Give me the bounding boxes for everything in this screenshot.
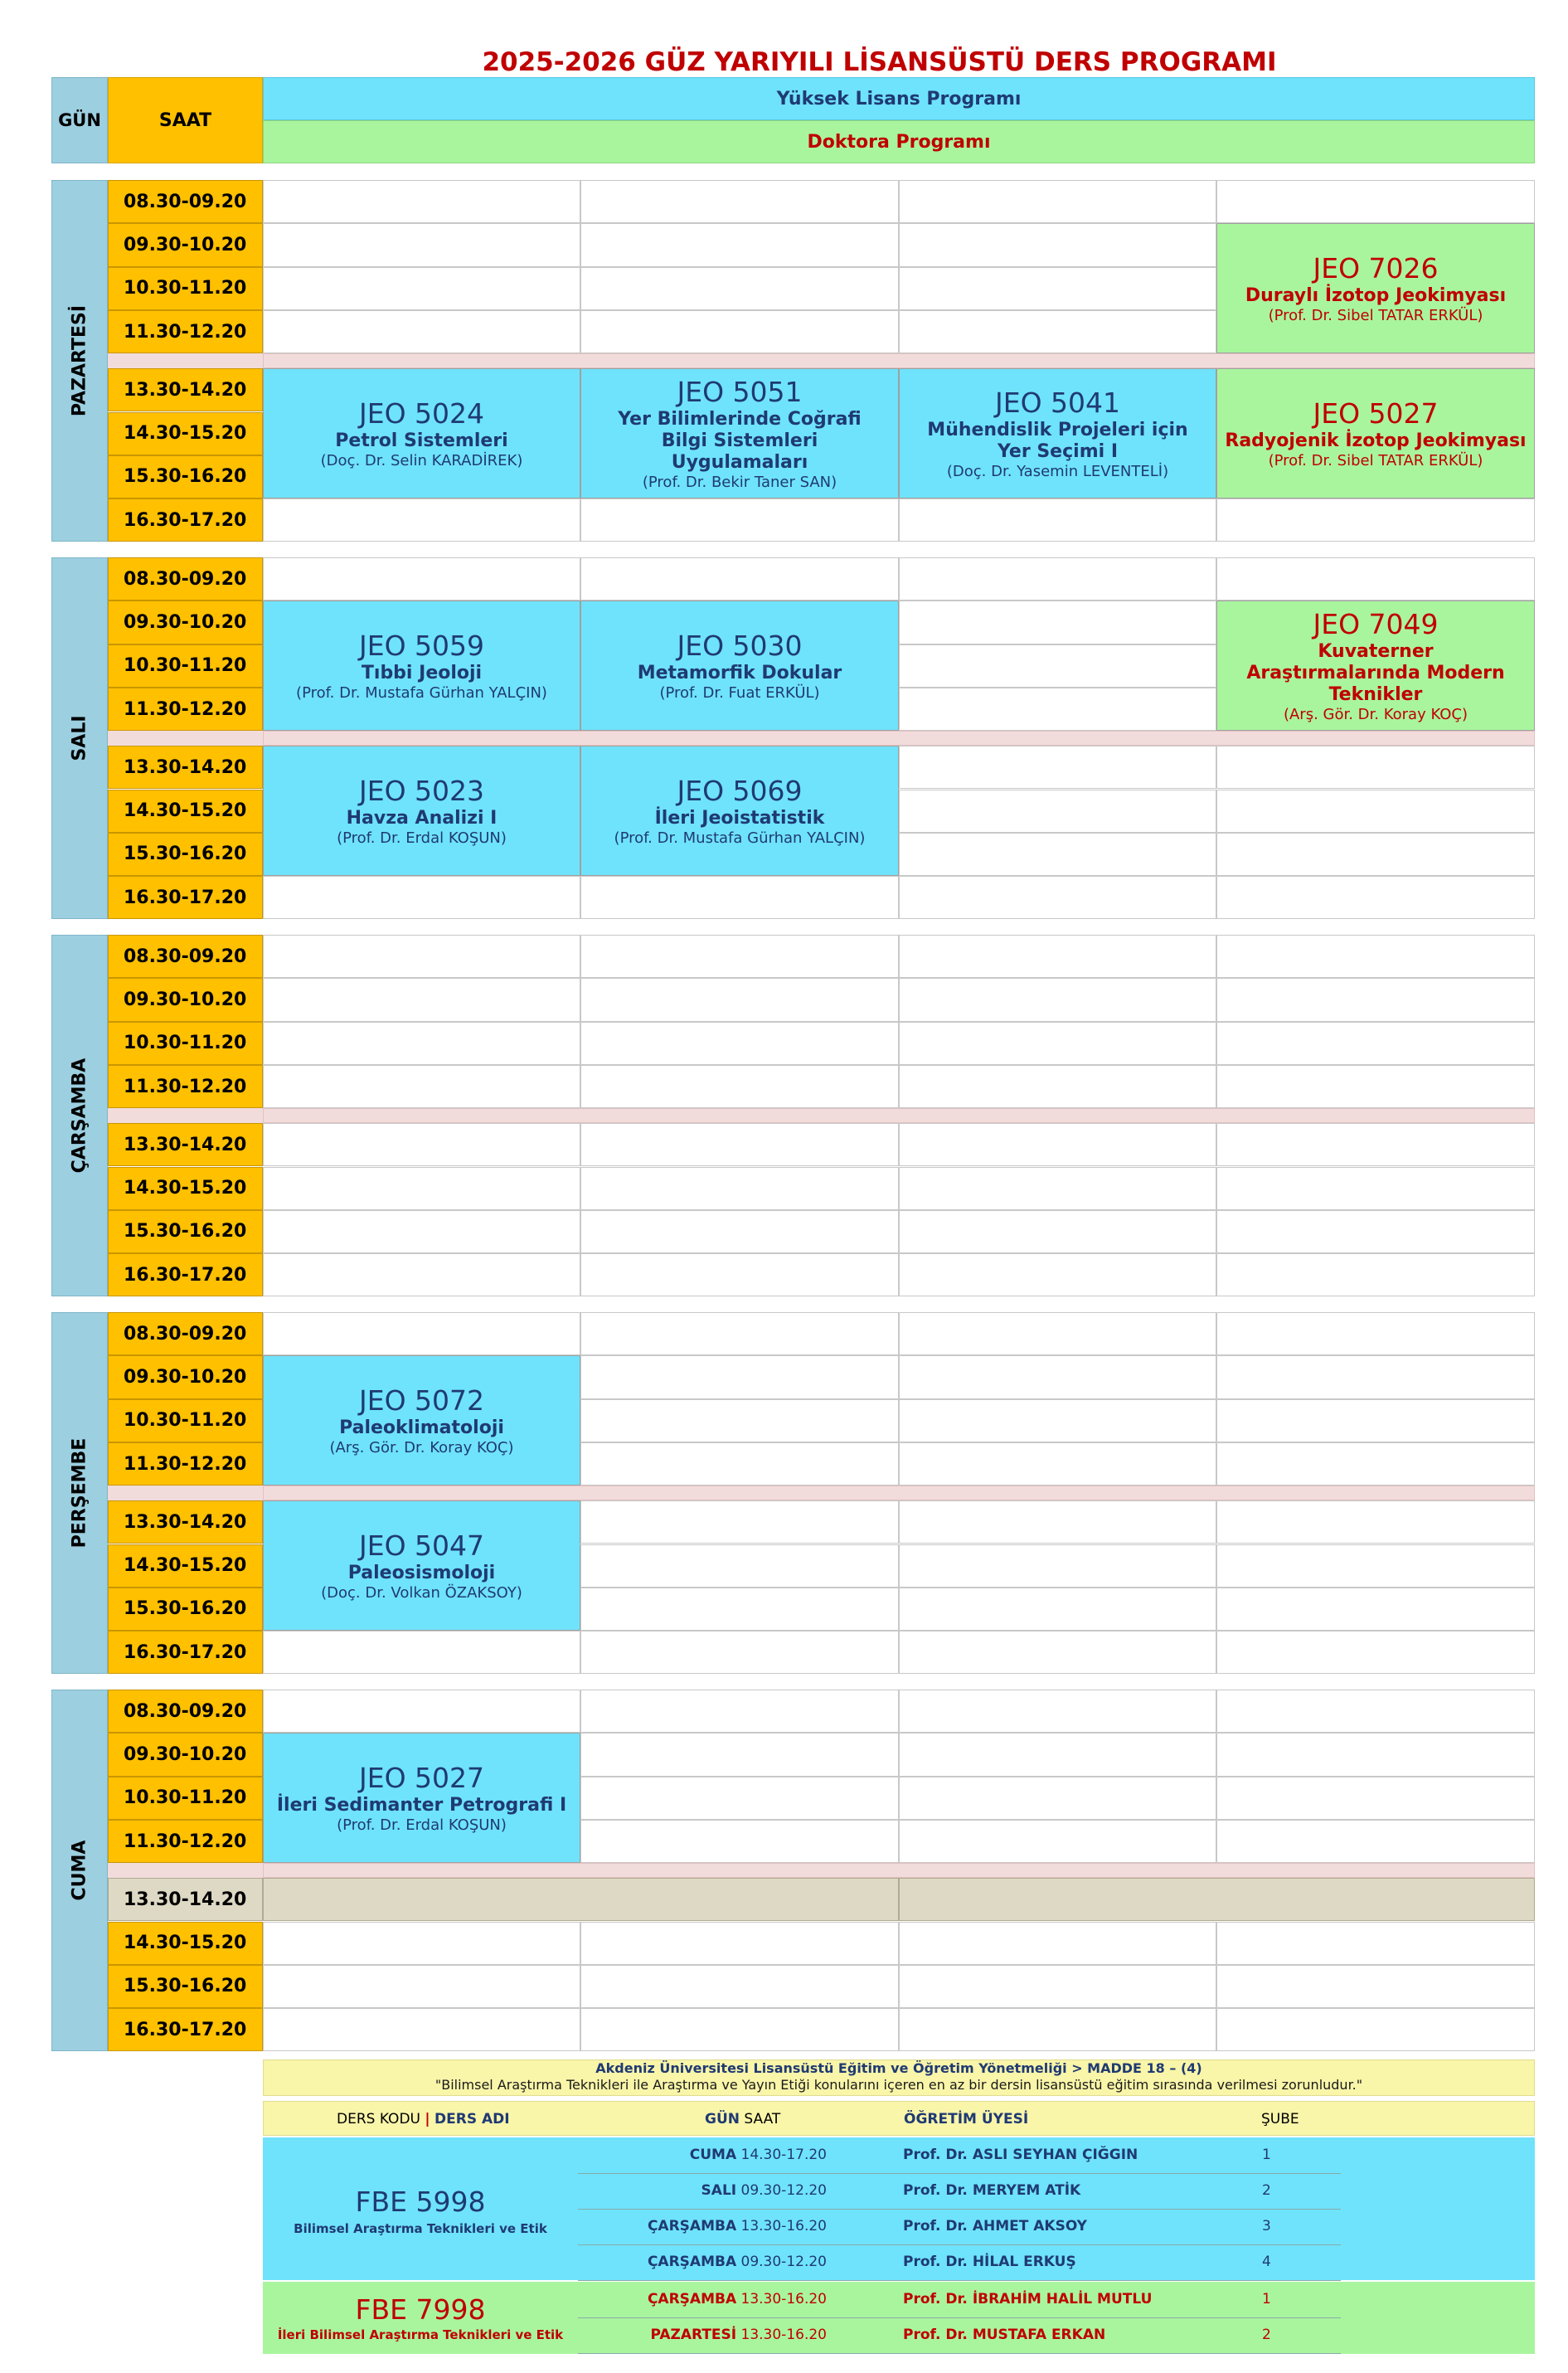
empty-cell [899,557,1216,601]
empty-cell [1216,978,1535,1021]
course-instructor: (Prof. Dr. Bekir Taner SAN) [642,473,837,491]
time-slot: 16.30-17.20 [108,1631,263,1674]
empty-cell [263,310,580,353]
course-instructor: (Prof. Dr. Mustafa Gürhan YALÇIN) [614,829,866,847]
fbe-sube: 3 [1262,2218,1271,2234]
time-slot: 13.30-14.20 [108,746,263,789]
fbe-sube: 1 [1262,2291,1271,2307]
lunch-break [108,1863,263,1878]
course-code: JEO 5024 [358,396,485,430]
fbe-instructor: Prof. Dr. ASLI SEYHAN ÇIĞGIN [903,2147,1138,2163]
empty-cell [899,1500,1216,1544]
empty-cell [580,1442,899,1486]
course-block [263,601,580,731]
empty-cell [899,746,1216,789]
empty-cell [1216,1820,1535,1863]
fbe7998-name: İleri Bilimsel Araştırma Teknikleri ve Etik [277,2327,564,2342]
course-code: JEO 5027 [1313,396,1439,430]
course-code: JEO 5047 [358,1529,485,1562]
note-line2: "Bilimsel Araştırma Teknikleri ile Araştırma ve Yayın Etiği konularını içeren en az bir dersin lisansüstü eğitim sırasında verilmesi zorunludur." [434,2077,1363,2093]
empty-cell [1216,1253,1535,1296]
course-block [580,368,899,498]
th-ders-kodu: DERS KODU | DERS ADI [337,2111,510,2127]
empty-cell [580,1690,899,1733]
empty-cell [580,1820,899,1863]
empty-cell [263,1022,580,1065]
empty-cell [580,1544,899,1588]
page-title: 2025-2026 GÜZ YARIYILI LİSANSÜSTÜ DERS PROGRAMI [482,47,1277,77]
empty-cell [899,1022,1216,1065]
time-slot: 10.30-11.20 [108,1399,263,1442]
empty-cell [580,267,899,310]
time-slot: 15.30-16.20 [108,833,263,876]
empty-cell [580,1588,899,1631]
empty-cell [580,1355,899,1398]
time-slot: 09.30-10.20 [108,978,263,1021]
fbe-row [578,2244,1341,2281]
time-slot: 14.30-15.20 [108,790,263,833]
time-slot: 09.30-10.20 [108,1733,263,1776]
course-block [263,368,580,498]
course-instructor: (Arş. Gör. Dr. Koray KOÇ) [329,1438,514,1456]
time-slot: 14.30-15.20 [108,1544,263,1588]
th-gun-saat: GÜN SAAT [705,2111,781,2127]
empty-cell [899,1733,1216,1776]
empty-cell [899,498,1216,542]
time-slot: 14.30-15.20 [108,1922,263,1965]
header-gun: GÜN [51,77,108,163]
course-instructor: (Prof. Dr. Mustafa Gürhan YALÇIN) [296,683,547,702]
empty-cell [263,557,580,601]
empty-cell [263,1253,580,1296]
empty-cell [263,876,580,919]
fbe-time: 13.30-16.20 [740,2218,827,2234]
day-label [51,935,108,1296]
empty-cell [580,180,899,223]
time-slot: 10.30-11.20 [108,1777,263,1820]
fbe-day: PAZARTESİ [650,2327,737,2343]
fbe-sube: 1 [1262,2147,1271,2163]
fbe-row [578,2282,1341,2318]
empty-cell [1216,833,1535,876]
fbe-row [578,2173,1341,2210]
empty-cell [580,1631,899,1674]
empty-cell [899,1965,1216,2008]
empty-cell [899,310,1216,353]
empty-cell [1216,1631,1535,1674]
course-name: Metamorfik Dokular [637,662,842,683]
empty-cell [580,1123,899,1166]
time-slot: 13.30-14.20 [108,1500,263,1544]
empty-cell [899,2008,1216,2051]
day-label [51,180,108,542]
empty-cell [263,1123,580,1166]
fbe-table-header [263,2101,1535,2136]
empty-cell [1216,1022,1535,1065]
empty-cell [1216,1065,1535,1108]
empty-cell [263,935,580,978]
time-slot: 10.30-11.20 [108,267,263,310]
day-label [51,1312,108,1674]
empty-cell [1216,498,1535,542]
empty-cell [899,1210,1216,1253]
course-block [1216,223,1535,353]
time-slot: 14.30-15.20 [108,412,263,455]
empty-cell [899,1588,1216,1631]
time-slot: 10.30-11.20 [108,644,263,688]
course-name: Havza Analizi I [346,807,498,829]
course-instructor: (Doç. Dr. Selin KARADİREK) [320,451,523,469]
day-name: SALI [69,715,90,761]
time-slot: 11.30-12.20 [108,688,263,731]
lunch-break [108,731,263,746]
empty-cell [1216,1210,1535,1253]
empty-cell [899,1442,1216,1486]
course-instructor: (Prof. Dr. Erdal KOŞUN) [337,1816,507,1834]
empty-cell [1216,746,1535,789]
empty-cell [263,1167,580,1210]
fbe5998-section [263,2137,1535,2280]
empty-cell [263,1312,580,1355]
empty-cell [580,1312,899,1355]
empty-cell [1216,1965,1535,2008]
course-name: Radyojenik İzotop Jeokimyası [1225,430,1527,451]
course-block [580,601,899,731]
fbe-time: 09.30-12.20 [740,2182,827,2199]
time-slot: 14.30-15.20 [108,1167,263,1210]
header-yuksek-lisans: Yüksek Lisans Programı [263,77,1535,120]
time-slot: 09.30-10.20 [108,223,263,266]
course-name: Paleoklimatoloji [339,1417,504,1438]
empty-cell [899,876,1216,919]
time-slot: 15.30-16.20 [108,1210,263,1253]
empty-cell [580,223,899,266]
lunch-break [263,1108,1535,1123]
empty-cell [263,180,580,223]
course-instructor: (Prof. Dr. Sibel TATAR ERKÜL) [1268,306,1483,324]
time-slot: 15.30-16.20 [108,1965,263,2008]
lunch-break [263,1486,1535,1500]
empty-cell [899,790,1216,833]
fbe-day: SALI [701,2182,737,2199]
day-label [51,1690,108,2051]
empty-cell [1216,1733,1535,1776]
empty-cell [899,1399,1216,1442]
course-code: JEO 7049 [1313,607,1439,640]
course-code: JEO 5059 [358,629,485,662]
fbe7998-code: FBE 7998 [355,2293,486,2326]
day-label [51,557,108,919]
time-slot: 11.30-12.20 [108,1820,263,1863]
empty-cell [580,935,899,978]
day-name: ÇARŞAMBA [69,1058,90,1174]
time-slot: 13.30-14.20 [108,1878,263,1921]
course-name: Kuvaterner Araştırmalarında Modern Teknikler [1246,640,1505,705]
course-instructor: (Prof. Dr. Erdal KOŞUN) [337,829,507,847]
fbe-sube: 2 [1262,2327,1271,2343]
empty-cell [1216,1399,1535,1442]
empty-cell [899,1922,1216,1965]
empty-cell [580,1065,899,1108]
fbe-day: ÇARŞAMBA [647,2291,737,2307]
empty-cell [580,876,899,919]
course-block [1216,601,1535,731]
fbe-day: CUMA [689,2147,737,2163]
empty-cell [1216,1500,1535,1544]
fbe-sube: 4 [1262,2254,1271,2270]
empty-cell [263,498,580,542]
empty-cell [899,833,1216,876]
fbe-time: 13.30-16.20 [740,2327,827,2343]
fbe-time: 13.30-16.20 [740,2291,827,2307]
course-block [1216,368,1535,498]
course-code: JEO 5051 [677,375,803,408]
lunch-break [263,353,1535,368]
time-slot: 16.30-17.20 [108,876,263,919]
empty-cell [1216,1167,1535,1210]
course-instructor: (Prof. Dr. Sibel TATAR ERKÜL) [1268,451,1483,469]
empty-cell [899,1544,1216,1588]
empty-cell [263,1922,580,1965]
course-code: JEO 7026 [1313,251,1439,284]
time-slot: 08.30-09.20 [108,557,263,601]
blocked-slot [899,1878,1535,1921]
course-name: Yer Bilimlerinde Coğrafi Bilgi Sistemleri Uygulamaları [618,408,862,473]
empty-cell [899,1777,1216,1820]
time-slot: 16.30-17.20 [108,1253,263,1296]
empty-cell [1216,1777,1535,1820]
course-code: JEO 5041 [994,386,1121,419]
empty-cell [263,267,580,310]
empty-cell [580,498,899,542]
course-block [263,1733,580,1863]
empty-cell [263,223,580,266]
fbe5998-code: FBE 5998 [355,2186,486,2218]
empty-cell [899,1820,1216,1863]
empty-cell [899,688,1216,731]
fbe-instructor: Prof. Dr. HİLAL ERKUŞ [903,2254,1076,2270]
empty-cell [899,601,1216,644]
course-block [263,1355,580,1486]
time-slot: 11.30-12.20 [108,1065,263,1108]
fbe-row [578,2317,1341,2354]
empty-cell [580,1777,899,1820]
empty-cell [899,1312,1216,1355]
blocked-slot [263,1878,899,1921]
empty-cell [899,1631,1216,1674]
time-slot: 10.30-11.20 [108,1022,263,1065]
empty-cell [899,1123,1216,1166]
fbe-instructor: Prof. Dr. AHMET AKSOY [903,2218,1087,2234]
empty-cell [580,978,899,1021]
empty-cell [899,267,1216,310]
fbe-time: 09.30-12.20 [740,2254,827,2270]
empty-cell [1216,557,1535,601]
course-code: JEO 5069 [677,774,803,807]
course-code: JEO 5027 [358,1761,485,1794]
course-block [899,368,1216,498]
fbe7998-section [263,2282,1535,2354]
regulation-note [263,2059,1535,2096]
course-instructor: (Doç. Dr. Yasemin LEVENTELİ) [946,462,1169,480]
empty-cell [1216,1588,1535,1631]
empty-cell [580,1253,899,1296]
course-code: JEO 5023 [358,774,485,807]
day-name: CUMA [69,1840,90,1901]
time-slot: 15.30-16.20 [108,455,263,498]
empty-cell [1216,1355,1535,1398]
empty-cell [899,644,1216,688]
empty-cell [580,557,899,601]
empty-cell [1216,790,1535,833]
time-slot: 08.30-09.20 [108,180,263,223]
empty-cell [1216,180,1535,223]
time-slot: 13.30-14.20 [108,1123,263,1166]
empty-cell [899,223,1216,266]
empty-cell [1216,1312,1535,1355]
time-slot: 09.30-10.20 [108,601,263,644]
empty-cell [1216,1442,1535,1486]
course-name: Petrol Sistemleri [335,430,508,451]
empty-cell [899,978,1216,1021]
lunch-break [108,1486,263,1500]
course-name: Mühendislik Projeleri için Yer Seçimi I [927,419,1188,462]
course-instructor: (Arş. Gör. Dr. Koray KOÇ) [1283,705,1468,723]
fbe-instructor: Prof. Dr. MUSTAFA ERKAN [903,2327,1106,2343]
course-block [263,746,580,876]
course-name: İleri Jeoistatistik [654,807,825,829]
empty-cell [1216,935,1535,978]
empty-cell [580,1500,899,1544]
fbe-day: ÇARŞAMBA [647,2218,737,2234]
course-name: Paleosismoloji [347,1562,496,1583]
empty-cell [1216,876,1535,919]
fbe-sube: 2 [1262,2182,1271,2199]
empty-cell [580,1022,899,1065]
empty-cell [263,978,580,1021]
course-name: Duraylı İzotop Jeokimyası [1245,284,1507,306]
empty-cell [899,1253,1216,1296]
empty-cell [263,1210,580,1253]
empty-cell [899,1167,1216,1210]
lunch-break [263,1863,1535,1878]
fbe-instructor: Prof. Dr. İBRAHİM HALİL MUTLU [903,2291,1153,2307]
empty-cell [899,1355,1216,1398]
time-slot: 13.30-14.20 [108,368,263,411]
time-slot: 08.30-09.20 [108,1312,263,1355]
empty-cell [899,180,1216,223]
time-slot: 08.30-09.20 [108,1690,263,1733]
lunch-break [108,353,263,368]
course-block [580,746,899,876]
time-slot: 11.30-12.20 [108,310,263,353]
empty-cell [263,1065,580,1108]
empty-cell [263,1690,580,1733]
fbe-row [578,2137,1341,2174]
day-name: PAZARTESİ [69,305,90,417]
empty-cell [1216,2008,1535,2051]
course-name: İleri Sedimanter Petrografi I [276,1794,567,1816]
course-code: JEO 5030 [677,629,803,662]
fbe-row [578,2209,1341,2245]
fbe-instructor: Prof. Dr. MERYEM ATİK [903,2182,1081,2199]
empty-cell [580,310,899,353]
time-slot: 08.30-09.20 [108,935,263,978]
empty-cell [899,1065,1216,1108]
course-code: JEO 5072 [358,1383,485,1417]
course-instructor: (Prof. Dr. Fuat ERKÜL) [659,683,820,702]
lunch-break [108,1108,263,1123]
empty-cell [1216,1690,1535,1733]
empty-cell [263,2008,580,2051]
time-slot: 09.30-10.20 [108,1355,263,1398]
day-name: PERŞEMBE [69,1437,90,1549]
th-sube: ŞUBE [1261,2111,1299,2127]
time-slot: 11.30-12.20 [108,1442,263,1486]
empty-cell [1216,1544,1535,1588]
course-instructor: (Doç. Dr. Volkan ÖZAKSOY) [321,1583,522,1602]
empty-cell [1216,1922,1535,1965]
header-doktora: Doktora Programı [263,120,1535,163]
empty-cell [580,1399,899,1442]
time-slot: 16.30-17.20 [108,2008,263,2051]
fbe-time: 14.30-17.20 [740,2147,827,2163]
empty-cell [580,1965,899,2008]
empty-cell [580,2008,899,2051]
empty-cell [1216,1123,1535,1166]
empty-cell [580,1733,899,1776]
empty-cell [580,1210,899,1253]
empty-cell [899,935,1216,978]
fbe5998-name: Bilimsel Araştırma Teknikleri ve Etik [294,2221,547,2236]
header-saat: SAAT [108,77,263,163]
time-slot: 15.30-16.20 [108,1588,263,1631]
note-line1: Akdeniz Üniversitesi Lisansüstü Eğitim ve Öğretim Yönetmeliği > MADDE 18 – (4) [595,2060,1202,2076]
time-slot: 16.30-17.20 [108,498,263,542]
course-name: Tıbbi Jeoloji [361,662,483,683]
lunch-break [263,731,1535,746]
th-ogretim: ÖĞRETİM ÜYESİ [904,2111,1029,2127]
fbe-day: ÇARŞAMBA [647,2254,737,2270]
empty-cell [580,1922,899,1965]
empty-cell [263,1631,580,1674]
empty-cell [263,1965,580,2008]
empty-cell [899,1690,1216,1733]
course-block [263,1500,580,1631]
empty-cell [580,1167,899,1210]
